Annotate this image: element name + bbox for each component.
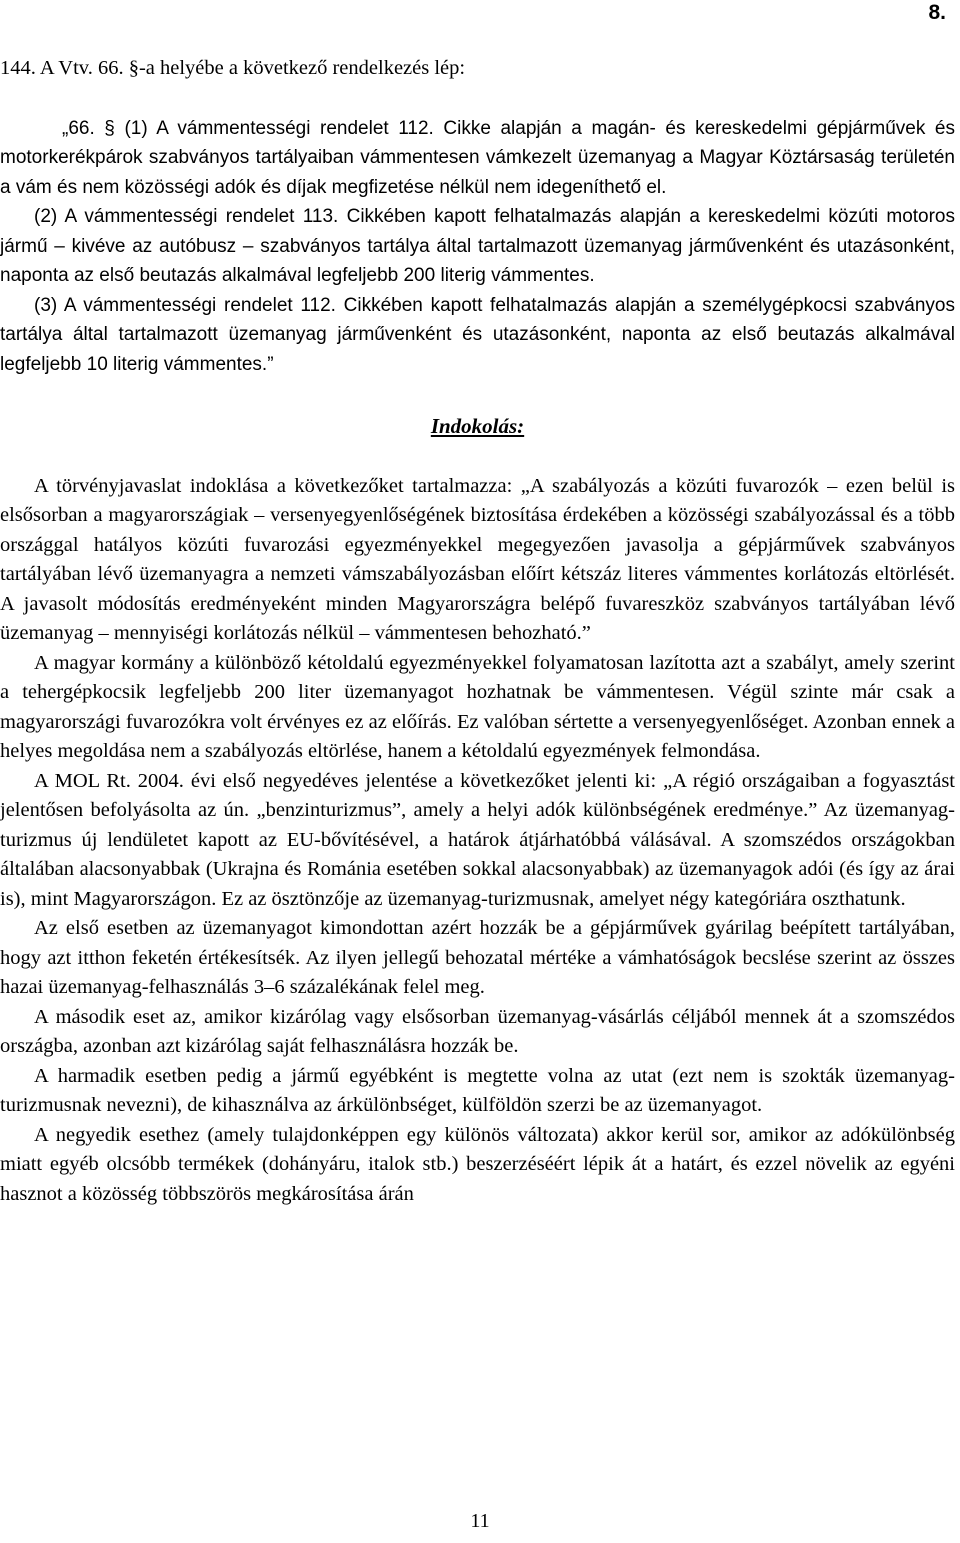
reasoning-text — [0, 472, 955, 1210]
document-body — [0, 54, 955, 1209]
reasoning-paragraph-2: A magyar kormány a különböző kétoldalú egyezményekkel folyamatosan lazította azt a szabályt, amely szerint a tehergépkocsik legfeljebb 200 liter üzemanyagot hozhatnak be vámmentesen. Végül szinte már csak a magyarországi fuvarozókra volt érvényes ez az előírás. Ez valóban sértette a versenyegyenlőséget. Azonban ennek a helyes megoldása nem a szabályozás eltörlése, hanem a kétoldalú egyezmények felmondása. — [0, 651, 955, 762]
reasoning-paragraph-7: A negyedik esethez (amely tulajdonképpen egy különös változata) akkor kerül sor, amikor az adókülönbség miatt egyéb olcsóbb termékek (dohányáru, italok stb.) beszerzéséért lépik át a határt, és ezzel növelik az egyéni hasznot a közösség többszörös megkárosítása árán — [0, 1123, 955, 1205]
reasoning-paragraph-6: A harmadik esetben pedig a jármű egyébként is megtette volna az utat (ezt nem is szokták üzemanyag-turizmusnak nevezni), de kihasználva az árkülönbséget, külföldön szerzi be az üzemanyagot. — [0, 1064, 955, 1116]
amendment-paragraph-2: (2) A vámmentességi rendelet 113. Cikkében kapott felhatalmazás alapján a kereskedelmi közúti motoros jármű – kivéve az autóbusz – szabványos tartálya által tartalmazott üzemanyag járművenként és utazásonként, naponta az első beutazás alkalmával legfeljebb 200 literig vámmentes. — [0, 206, 955, 286]
page-marker: 8. — [928, 1, 946, 24]
amendment-lead: 144. A Vtv. 66. §-a helyébe a következő rendelkezés lép: — [0, 57, 466, 79]
page-number: 11 — [470, 1510, 490, 1532]
reasoning-paragraph-1: A törvényjavaslat indoklása a következőket tartalmazza: „A szabályozás a közúti fuvarozók – ezen belül is elsősorban a magyarországiak – versenyegyenlőségének biztosítása érdekében a közösségi szabályozással és a több országgal hatályos közúti fuvarozási egyezményekkel megegyezően javasolja a gépjárművek szabványos tartályában lévő üzemanyagra a nemzeti vámszabályozásban előírt kétszáz literes vámmentes korlátozás eltörlését. A javasolt módosítás eredményeként minden Magyarországra belépő fuvareszköz szabványos tartályában lévő üzemanyag – mennyiségi korlátozás nélkül – vámmentesen behozható.” — [0, 474, 955, 644]
amendment-text — [0, 114, 955, 380]
reasoning-paragraph-5: A második eset az, amikor kizárólag vagy elsősorban üzemanyag-vásárlás céljából mennek át a szomszédos országba, azonban azt kizárólag saját felhasználásra hozzák be. — [0, 1005, 955, 1057]
reasoning-paragraph-4: Az első esetben az üzemanyagot kimondottan azért hozzák be a gépjárművek gyárilag beépített tartályában, hogy azt itthon feketén értékesítsék. Az ilyen jellegű behozatal mértéke a vámhatóságok becslése szerint az összes hazai üzemanyag-felhasználás 3–6 százalékának felel meg. — [0, 917, 955, 998]
amendment-paragraph-3: (3) A vámmentességi rendelet 112. Cikkében kapott felhatalmazás alapján a személygépkocsi szabványos tartálya által tartalmazott üzemanyag járművenként és utazásonként, naponta az első beutazás alkalmával legfeljebb 10 literig vámmentes.” — [0, 294, 955, 375]
reasoning-heading: Indokolás: — [430, 414, 525, 438]
reasoning-paragraph-3: A MOL Rt. 2004. évi első negyedéves jelentése a következőket jelenti ki: „A régió országaiban a fogyasztást jelentősen befolyásolta az ún. „benzinturizmus”, amely a helyi adók különbségének eredménye.” Az üzemanyag-turizmus új lendületet kapott az EU-bővítésével, a határok átjárhatóbbá válásával. A szomszédos országokban általában alacsonyabbak (Ukrajna és Románia esetében sokkal alacsonyabbak) az üzemanyagok adói (és így az árai is), mint Magyarországon. Ez az ösztönzője az üzemanyag-turizmusnak, amelyet négy kategóriára oszthatunk. — [0, 769, 955, 910]
amendment-paragraph-1: „66. § (1) A vámmentességi rendelet 112. Cikke alapján a magán- és kereskedelmi gépjárművek és motorkerékpárok szabványos tartályaiban vámmentesen vámkezelt üzemanyag a Magyar Köztársaság területén a vám és nem közösségi adók és díjak megfizetése nélkül nem idegeníthető el. — [0, 117, 955, 198]
